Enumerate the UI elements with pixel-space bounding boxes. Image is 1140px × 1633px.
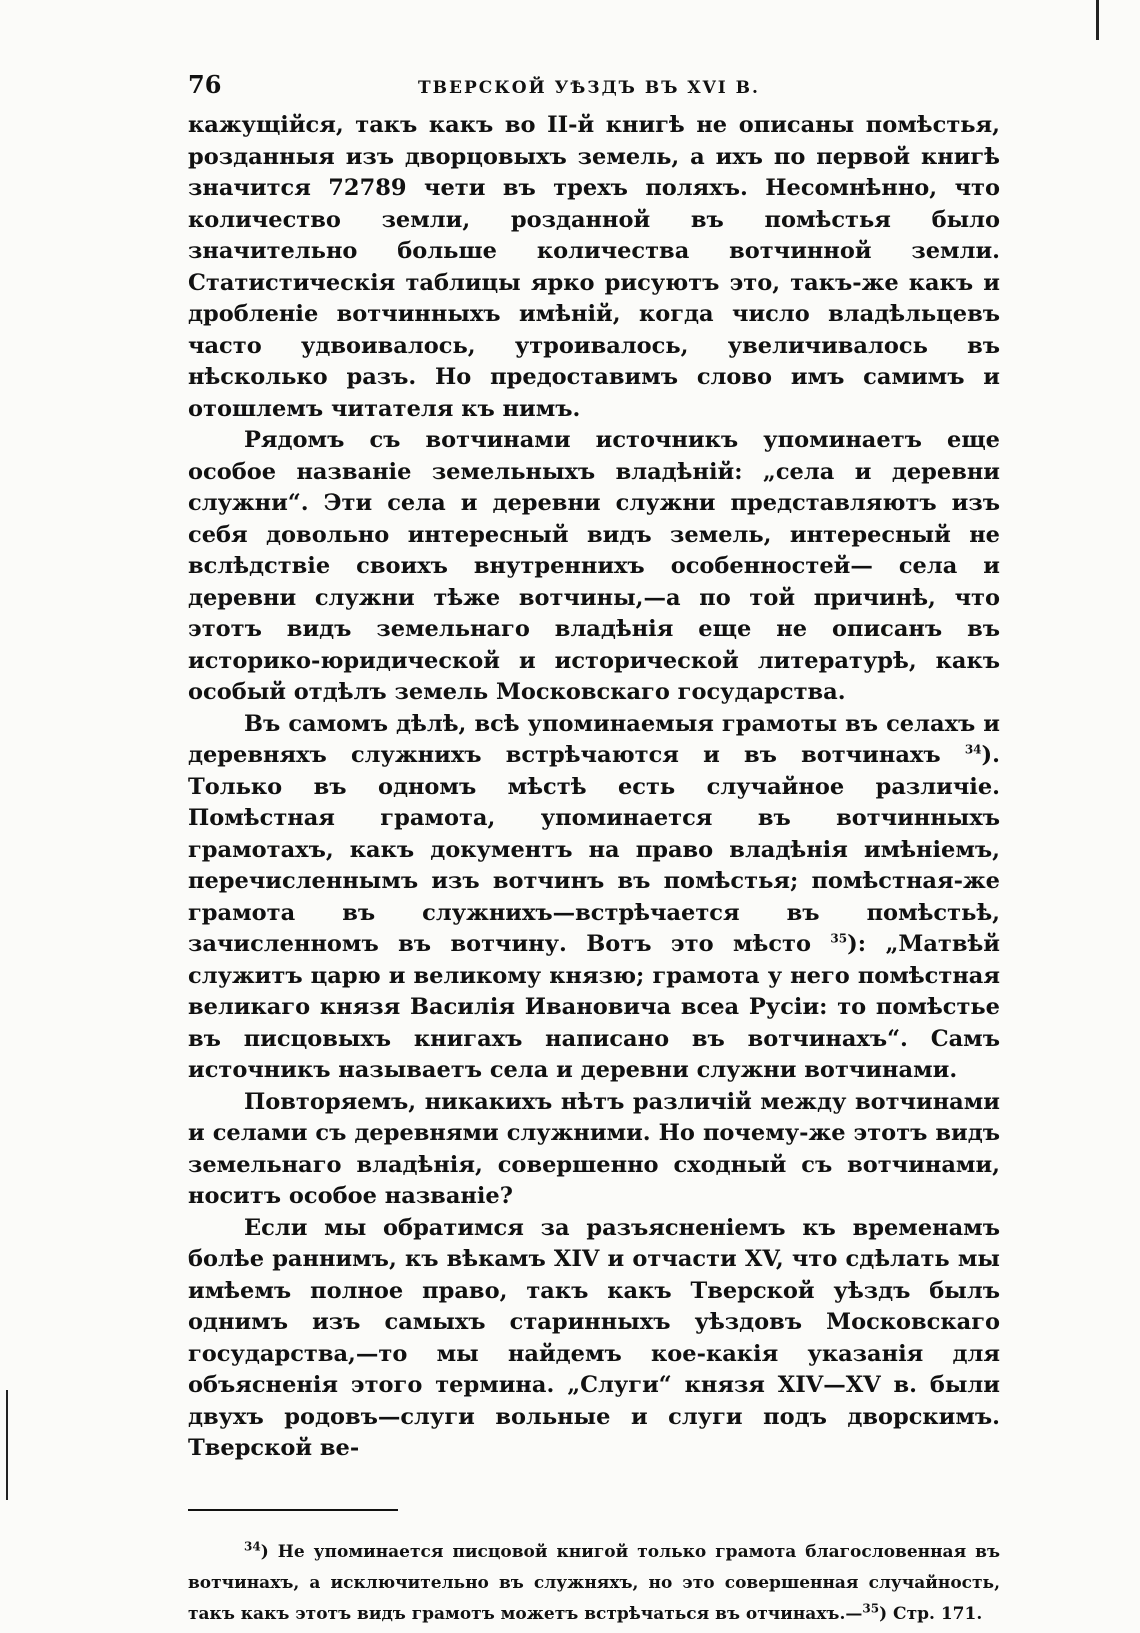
paragraph-3-text-c: ): „Матвѣй служитъ царю и великому князю; грамота у него помѣстная великаго князя Василія Ивановича всеа Русіи: то помѣстье въ писцовыхъ книгахъ написано въ вотчинахъ“. Самъ источникъ называетъ села и деревни служни вотчинами. <box>188 931 1000 1083</box>
paragraph-1: кажущійся, такъ какъ во II-й книгѣ не описаны помѣстья, розданныя изъ дворцовыхъ земель, а ихъ по первой книгѣ значится 72789 чети въ трехъ поляхъ. Несомнѣнно, что количество земли, розданной въ помѣстья было значительно больше количества вотчинной земли. Статистическія таблицы ярко рисуютъ это, такъ-же какъ и дробленіе вотчинныхъ имѣній, когда число владѣльцевъ часто удвоивалось, утроивалось, увеличивалось въ нѣсколько разъ. Но предоставимъ слово имъ самимъ и отошлемъ читателя къ нимъ. <box>188 112 1000 422</box>
book-page <box>188 70 1000 1630</box>
footnote-text-a: ) Не упоминается писцовой книгой только грамота благословенная въ вотчинахъ, а исключительно въ служняхъ, но это совершенная случайность, такъ какъ этотъ видъ грамотъ можетъ встрѣчаться въ отчинахъ.— <box>188 1541 1000 1624</box>
page-header <box>188 70 1000 110</box>
running-title: ТВЕРСКОЙ УѢЗДЪ ВЪ XVI В. <box>418 78 760 98</box>
footnote-ref-35: 35 <box>830 931 848 946</box>
footnote-ref-34: 34 <box>964 742 982 757</box>
paragraph-4: Повторяемъ, никакихъ нѣтъ различій между вотчинами и селами съ деревнями служними. Но почему-же этотъ видъ земельнаго владѣнія, совершенно сходный съ вотчинами, носитъ особое названіе? <box>188 1088 1000 1209</box>
scan-edge-mark <box>6 1390 8 1500</box>
footnote-text-b: ) Стр. 171. <box>879 1603 983 1624</box>
footnote <box>188 1537 1000 1630</box>
paragraph-2: Рядомъ съ вотчинами источникъ упоминаетъ еще особое названіе земельныхъ владѣній: „села и деревни служни“. Эти села и деревни служни представляютъ изъ себя довольно интересный видъ земель, интересный не вслѣдствіе своихъ внутреннихъ особенностей— села и деревни служни тѣже вотчины,—а по той причинѣ, что этотъ видъ земельнаго владѣнія еще не описанъ въ историко-юридической и исторической литературѣ, какъ особый отдѣлъ земель Московскаго государства. <box>188 427 1000 705</box>
paragraph-3-text-b: ). Только въ одномъ мѣстѣ есть случайное различіе. Помѣстная грамота, упоминается въ вотчинныхъ грамотахъ, какъ документъ на право владѣнія имѣніемъ, перечисленнымъ изъ вотчинъ въ помѣстья; помѣстная-же грамота въ служнихъ—встрѣчается въ помѣстьѣ, зачисленномъ въ вотчину. Вотъ это мѣсто <box>188 742 1000 957</box>
scan-edge-mark <box>1096 0 1099 40</box>
page-number: 76 <box>188 70 222 99</box>
paragraph-3 <box>188 709 1000 1087</box>
paragraph-5: Если мы обратимся за разъясненіемъ къ временамъ болѣе раннимъ, къ вѣкамъ XIV и отчасти XV, что сдѣлать мы имѣемъ полное право, такъ какъ Тверской уѣздъ былъ однимъ изъ самыхъ старинныхъ уѣздовъ Московскаго государства,—то мы найдемъ кое-какія указанія для объясненія этого термина. „Слуги“ князя XIV—XV в. были двухъ родовъ—слуги вольные и слуги подъ дворскимъ. Тверской ве- <box>188 1214 1000 1461</box>
footnote-divider <box>188 1509 398 1511</box>
paragraph-3-text-a: Въ самомъ дѣлѣ, всѣ упоминаемыя грамоты въ селахъ и деревняхъ служнихъ встрѣчаются и въ вотчинахъ <box>188 710 1000 768</box>
footnote-marker-34: 34 <box>244 1538 261 1553</box>
footnote-marker-35: 35 <box>862 1600 880 1615</box>
